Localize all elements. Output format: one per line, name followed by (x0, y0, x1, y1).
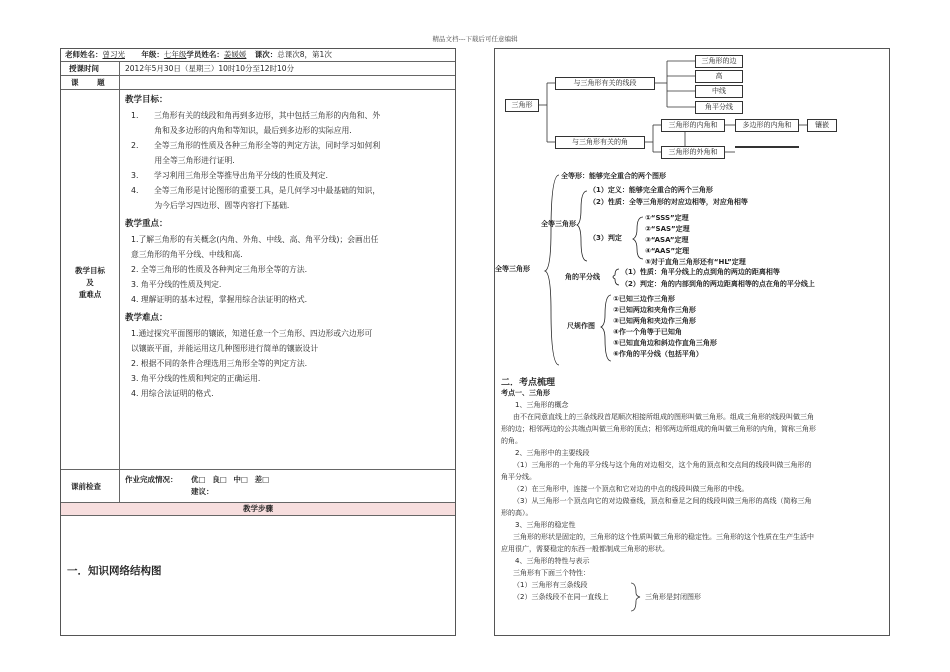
goals-label-3: 重难点 (78, 290, 102, 299)
closed-figure-note: 三角形是封闭图形 (645, 593, 701, 601)
section-key-points: 二．考点梳理 (501, 378, 556, 388)
node-triangle-sides: 三角形的边 (695, 55, 743, 68)
kp-line: 的角。 (501, 437, 522, 445)
kp-line: 3、三角形的稳定性 (515, 521, 576, 529)
objective-line: 角和及多边形的内角和等知识，最后到多边形的实际应用. (131, 126, 352, 135)
kp-line: （2）三条线段不在同一直线上 (513, 593, 609, 601)
kp-line: 2、三角形中的主要线段 (515, 449, 590, 457)
goals-label-1: 教学目标 (75, 266, 105, 275)
tree-root: 全等三角形 (495, 265, 530, 273)
time-row (61, 62, 455, 76)
key-line: 4. 理解证明的基本过程，掌握用综合法证明的格式. (131, 295, 308, 304)
objective-line: 为今后学习四边形、圆等内容打下基础. (131, 201, 290, 210)
key-line: 3. 角平分线的性质及判定. (131, 280, 222, 289)
objective-line: 1. 三角形有关的线段和角再到多边形，其中包括三角形的内角和、外 (131, 111, 381, 120)
key-line: 2. 全等三角形的性质及各种判定三角形全等的方法. (131, 265, 308, 274)
objective-line: 2. 全等三角形的性质及各种三角形全等的判定方法，同时学习如何利 (131, 141, 381, 150)
goals-row-label (61, 265, 119, 301)
key-title: 教学重点： (125, 219, 168, 229)
tree-judge-asa: ③“ASA”定理 (645, 236, 689, 244)
difficulty-line: 4. 用综合法证明的格式. (131, 389, 214, 398)
grade-value: 七年级 (163, 50, 187, 59)
tree-bisector-judge: （2）判定：角的内部到角的两边距离相等的点在角的平分线上 (621, 280, 815, 288)
lesson-plan-table (60, 48, 456, 636)
teacher-name: 曾习光 (102, 50, 125, 59)
advice-label: 建议： (191, 487, 214, 496)
teaching-steps-row (61, 503, 455, 516)
node-triangle-angles: 与三角形有关的角 (555, 136, 645, 149)
goals-row (61, 90, 455, 470)
key-line: 意三角形的角平分线、中线和高. (131, 250, 243, 259)
student-name: 姜媛媛 (223, 50, 247, 59)
node-triangle: 三角形 (505, 99, 539, 112)
section-knowledge-network: 一．知识网络结构图 (67, 565, 162, 577)
kp-line: （1）三角形的一个角的平分线与这个角的对边相交，这个角的顶点和交点间的线段叫做三角形的 (513, 461, 812, 469)
objective-list (125, 108, 451, 213)
teacher-label: 老师姓名： (65, 50, 103, 59)
tree-bisector-prop: （1）性质：角平分线上的点到角的两边的距离相等 (621, 268, 780, 276)
kp-line: 形的高）。 (501, 509, 533, 517)
goals-label-2: 及 (86, 278, 94, 287)
grade-label: 年级： (141, 50, 164, 59)
topic-row (61, 76, 455, 90)
tree-congruent-label: 全等三角形 (541, 220, 576, 228)
objective-line: 4. 全等三角形是讨论图形的重要工具，是几何学习中最基础的知识， (131, 186, 381, 195)
kp-line: （3）从三角形一个顶点向它的对边做垂线，顶点和垂足之间的线段叫做三角形的高线（简称三角 (513, 497, 812, 505)
kp-line: 由不在同意直线上的三条线段首尾顺次相接所组成的图形叫做三角形。组成三角形的线段叫做三角 (513, 413, 814, 421)
time-label: 授课时间 (69, 64, 99, 73)
tree-construct-2: ②已知两边和夹角作三角形 (613, 306, 696, 314)
objective-line: 3. 学习利用三角形全等推导出角平分线的性质及判定. (131, 171, 329, 180)
node-angle-bisector: 角平分线 (695, 101, 743, 114)
objective-title: 教学目标： (125, 95, 168, 105)
lesson-label: 课次： (254, 50, 278, 59)
key-list (125, 232, 451, 307)
tree-judge-hl: ⑤对于直角三角形还有“HL”定理 (645, 258, 746, 266)
difficulty-line: 以镶嵌平面，并能运用这几种图形进行简单的镶嵌设计 (131, 344, 319, 353)
feature-brace (629, 581, 643, 613)
lesson-value: 总课次8，第1次 (277, 50, 332, 59)
homework-options: 优□ 良□ 中□ 差□ (191, 475, 270, 484)
difficulty-line: 2. 根据不同的条件合理选用三角形全等的判定方法. (131, 359, 308, 368)
teaching-steps-label: 教学步骤 (243, 504, 273, 513)
tree-congruent-def: （1）定义：能够完全重合的两个三角形 (589, 186, 713, 194)
tree-construct-4: ④作一个角等于已知角 (613, 328, 682, 336)
student-label: 学员姓名： (186, 50, 224, 59)
precheck-label: 课前检查 (71, 482, 101, 491)
goals-content (125, 93, 451, 401)
tree-construct-label: 尺规作图 (567, 322, 595, 330)
page-header: 精品文档---下载后可任意编辑 (432, 35, 518, 43)
tree-judge-aas: ④“AAS”定理 (645, 247, 690, 255)
objective-line: 用全等三角形进行证明. (131, 156, 235, 165)
tree-construct-6: ⑥作角的平分线（包括平角） (613, 350, 703, 358)
node-polygon-interior-sum: 多边形的内角和 (735, 119, 799, 132)
topic-label: 课 题 (71, 78, 113, 87)
tree-judge-sas: ②“SAS”定理 (645, 225, 690, 233)
difficulty-line: 1.通过探究平面图形的镶嵌，知道任意一个三角形、四边形或六边形可 (131, 329, 373, 338)
node-exterior-angle-sum: 三角形的外角和 (661, 146, 725, 159)
kp-line: 4、三角形的特性与表示 (515, 557, 590, 565)
kp-title: 考点一、三角形 (501, 389, 550, 397)
node-triangle-segments: 与三角形有关的线段 (555, 77, 655, 90)
kp-line: 形的边；相邻两边的公共端点叫做三角形的顶点；相邻两边所组成的角叫做三角形的内角，简称三角形 (501, 425, 816, 433)
kp-line: 应用很广，需要稳定的东西一般都制成三角形的形状。 (501, 545, 669, 553)
kp-line: 三角形有下面三个特性： (513, 569, 590, 577)
time-value: 2012年5月30日（星期三）10时10分至12时10分 (125, 64, 295, 73)
tree-definition: 全等形：能够完全重合的两个图形 (561, 172, 666, 180)
kp-line: （1）三角形有三条线段 (513, 581, 588, 589)
difficulty-list (125, 326, 451, 401)
kp-line: 1、三角形的概念 (515, 401, 569, 409)
key-points-body (501, 387, 887, 603)
precheck-row (61, 470, 455, 503)
teacher-info-row (61, 49, 455, 62)
node-altitude: 高 (695, 70, 743, 83)
tree-bisector-label: 角的平分线 (565, 273, 600, 281)
homework-label: 作业完成情况： (125, 475, 178, 484)
tree-judge-sss: ①“SSS”定理 (645, 214, 689, 222)
tree-congruent-prop: （2）性质：全等三角形的对应边相等，对应角相等 (589, 198, 748, 206)
node-tessellation: 镶嵌 (807, 119, 837, 132)
difficulty-line: 3. 角平分线的性质和判定的正确运用. (131, 374, 261, 383)
difficulty-title: 教学难点： (125, 313, 168, 323)
kp-line: （2）在三角形中，连接一个顶点和它对边的中点的线段叫做三角形的中线。 (513, 485, 749, 493)
node-polygon-exterior-sum (735, 146, 799, 148)
kp-line: 角平分线。 (501, 473, 536, 481)
right-page (494, 48, 890, 636)
tree-judge-label: （3）判定 (589, 234, 622, 242)
tree-construct-3: ③已知两角和夹边作三角形 (613, 317, 696, 325)
node-interior-angle-sum: 三角形的内角和 (661, 119, 725, 132)
tree-construct-5: ⑤已知直角边和斜边作直角三角形 (613, 339, 717, 347)
kp-line: 三角形的形状是固定的，三角形的这个性质叫做三角形的稳定性。三角形的这个性质在生产生活中 (513, 533, 814, 541)
tree-construct-1: ①已知三边作三角形 (613, 295, 675, 303)
key-line: 1.了解三角形的有关概念(内角、外角、中线、高、角平分线)；会画出任 (131, 235, 379, 244)
node-median: 中线 (695, 85, 743, 98)
